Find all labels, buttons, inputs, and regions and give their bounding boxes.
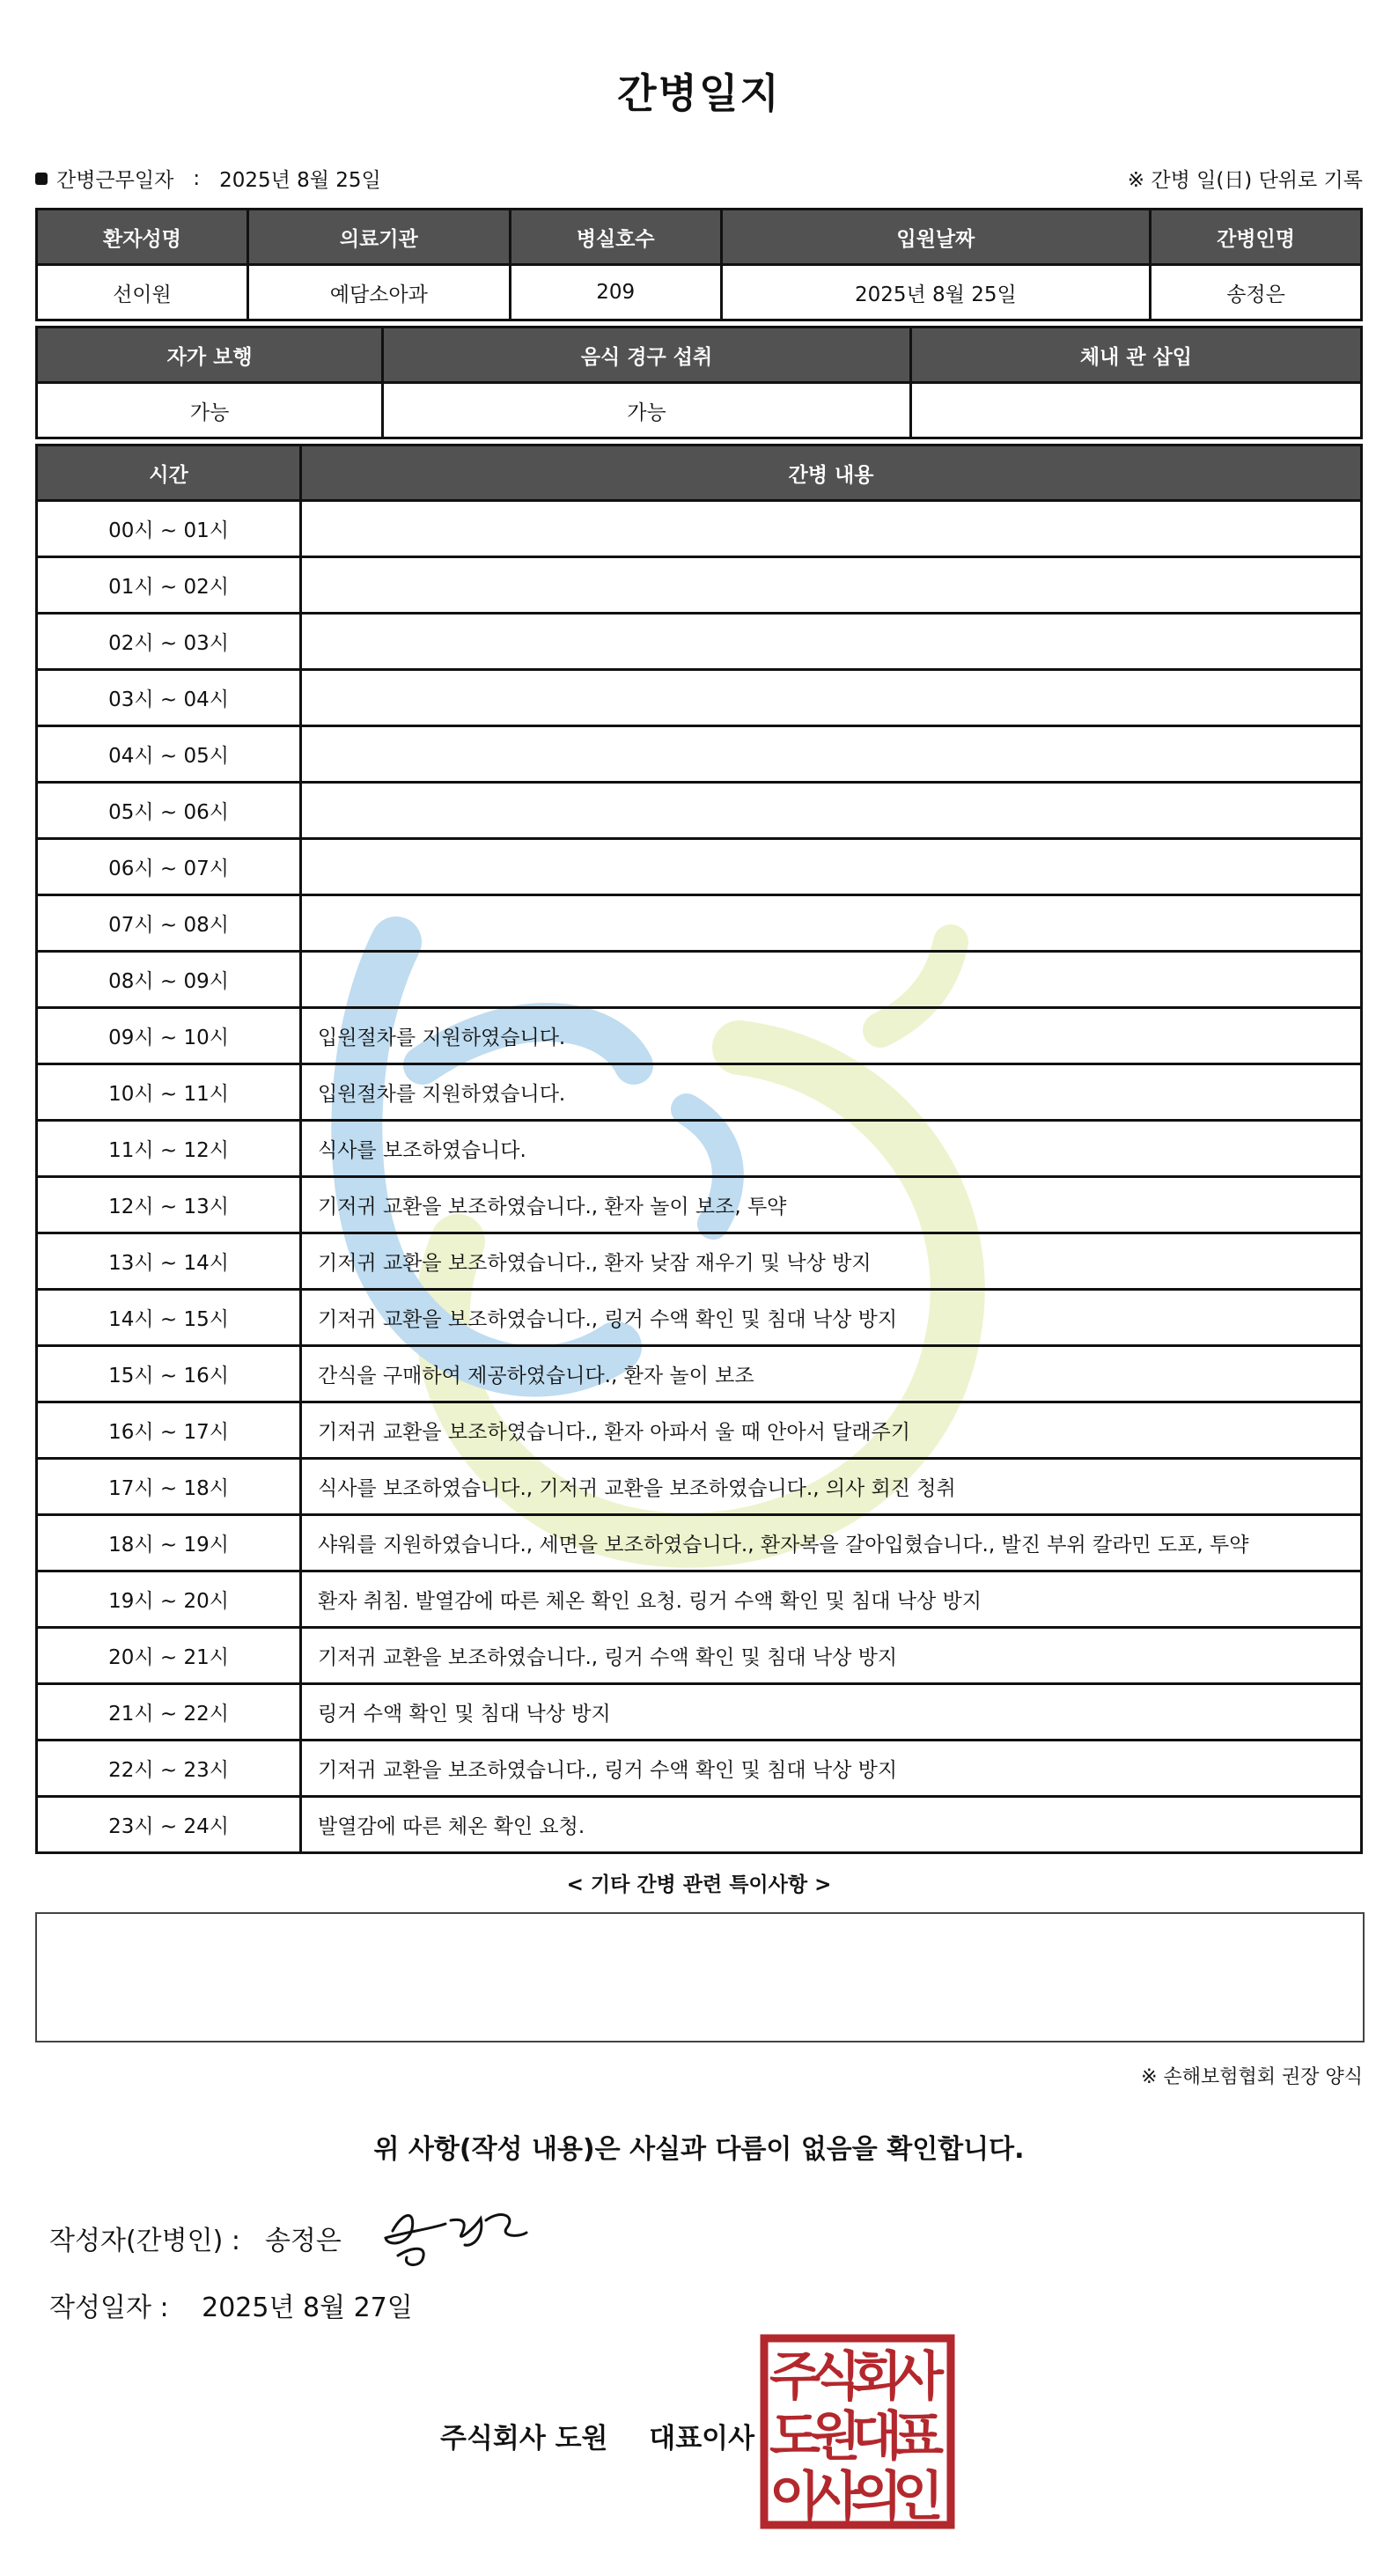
svg-text:사: 사 [810,2466,861,2528]
row-content: 기저귀 교환을 보조하였습니다., 링거 수액 확인 및 침대 낙상 방지 [301,1628,1362,1684]
row-content: 기저귀 교환을 보조하였습니다., 링거 수액 확인 및 침대 낙상 방지 [301,1741,1362,1797]
row-time: 10시 ~ 11시 [37,1064,301,1121]
row-time: 02시 ~ 03시 [37,614,301,670]
special-notes-box [35,1912,1365,2042]
row-time: 15시 ~ 16시 [37,1346,301,1402]
header-caregiver: 간병인명 [1151,210,1362,265]
work-date [35,164,381,193]
row-time: 21시 ~ 22시 [37,1684,301,1741]
table-row [37,1064,1362,1121]
svg-text:회: 회 [851,2346,902,2408]
oral-intake-status: 가능 [383,383,911,438]
table-row [37,783,1362,839]
record-unit-note: ※ 간병 일(日) 단위로 기록 [1127,169,1363,192]
table-row [37,1233,1362,1290]
caregiver-name: 송정은 [1151,265,1362,320]
row-content: 기저귀 교환을 보조하였습니다., 환자 아파서 울 때 안아서 달래주기 [301,1402,1362,1459]
work-date-separator: : [193,166,201,190]
bullet-icon [35,173,48,185]
walking-status: 가능 [37,383,383,438]
header-tube: 체내 관 삽입 [910,328,1361,383]
row-time: 12시 ~ 13시 [37,1177,301,1233]
svg-text:도: 도 [769,2406,820,2468]
patient-name: 선이원 [37,265,248,320]
table-row [37,1741,1362,1797]
svg-text:사: 사 [893,2346,944,2408]
row-content: 환자 취침. 발열감에 따른 체온 확인 요청. 링거 수액 확인 및 침대 낙상 방지 [301,1571,1362,1628]
table-row [37,1459,1362,1515]
handwritten-signature [377,2194,535,2270]
row-time: 13시 ~ 14시 [37,1233,301,1290]
write-date-value: 2025년 8월 27일 [202,2293,413,2323]
room-number: 209 [510,265,721,320]
row-content [301,557,1362,614]
row-content [301,670,1362,726]
table-row [37,670,1362,726]
row-content: 식사를 보조하였습니다. [301,1121,1362,1177]
ceo-title: 대표이사 [649,2423,755,2455]
row-time: 18시 ~ 19시 [37,1515,301,1571]
header-time: 시간 [37,445,301,501]
row-content: 입원절차를 지원하였습니다. [301,1064,1362,1121]
writer-label: 작성자(간병인) : [49,2226,240,2256]
work-date-value: 2025년 8월 25일 [219,169,381,192]
row-time: 14시 ~ 15시 [37,1290,301,1346]
row-time: 04시 ~ 05시 [37,726,301,783]
row-time: 06시 ~ 07시 [37,839,301,895]
row-time: 09시 ~ 10시 [37,1008,301,1064]
svg-text:원: 원 [810,2406,861,2468]
row-content: 입원절차를 지원하였습니다. [301,1008,1362,1064]
row-time: 22시 ~ 23시 [37,1741,301,1797]
tube-status [910,383,1361,438]
table-row [37,1684,1362,1741]
svg-text:주: 주 [769,2346,820,2408]
svg-text:표: 표 [893,2406,944,2468]
care-log-table [35,444,1363,1854]
row-content: 링거 수액 확인 및 침대 낙상 방지 [301,1684,1362,1741]
table-row [37,1628,1362,1684]
row-time: 05시 ~ 06시 [37,783,301,839]
company-seal [759,2333,956,2530]
write-date-label: 작성일자 : [49,2293,169,2323]
table-row [37,1571,1362,1628]
header-patient-name: 환자성명 [37,210,248,265]
header-walking: 자가 보행 [37,328,383,383]
table-row [37,1402,1362,1459]
header-care-content: 간병 내용 [301,445,1362,501]
write-date-line [49,2285,413,2324]
table-row [37,1121,1362,1177]
svg-text:인: 인 [893,2466,944,2528]
row-content: 발열감에 따른 체온 확인 요청. [301,1797,1362,1853]
work-date-label: 간병근무일자 [56,169,174,192]
row-time: 08시 ~ 09시 [37,952,301,1008]
confirmation-statement: 위 사항(작성 내용)은 사실과 다름이 없음을 확인합니다. [373,2134,1025,2165]
meta-row [35,164,1363,195]
table-row [37,1177,1362,1233]
svg-text:의: 의 [851,2466,902,2528]
header-oral-intake: 음식 경구 섭취 [383,328,911,383]
table-row [37,557,1362,614]
row-time: 00시 ~ 01시 [37,501,301,557]
header-admission-date: 입원날짜 [721,210,1150,265]
admission-date: 2025년 8월 25일 [721,265,1150,320]
table-row [37,895,1362,952]
header-institution: 의료기관 [247,210,510,265]
table-row [37,1290,1362,1346]
row-content [301,501,1362,557]
row-time: 17시 ~ 18시 [37,1459,301,1515]
table-row [37,839,1362,895]
company-signoff [440,2416,754,2455]
row-content: 식사를 보조하였습니다., 기저귀 교환을 보조하였습니다., 의사 회진 청취 [301,1459,1362,1515]
row-content [301,726,1362,783]
row-content [301,895,1362,952]
row-content: 기저귀 교환을 보조하였습니다., 환자 낮잠 재우기 및 낙상 방지 [301,1233,1362,1290]
row-content [301,614,1362,670]
row-time: 16시 ~ 17시 [37,1402,301,1459]
svg-text:이: 이 [769,2466,820,2528]
writer-name: 송정은 [264,2226,342,2256]
row-time: 19시 ~ 20시 [37,1571,301,1628]
table-row [37,1515,1362,1571]
table-row [37,1797,1362,1853]
table-row [37,501,1362,557]
row-content: 샤워를 지원하였습니다., 세면을 보조하였습니다., 환자복을 갈아입혔습니다., 발진 부위 칼라민 도포, 투약 [301,1515,1362,1571]
row-time: 11시 ~ 12시 [37,1121,301,1177]
row-time: 01시 ~ 02시 [37,557,301,614]
row-content: 간식을 구매하여 제공하였습니다., 환자 놀이 보조 [301,1346,1362,1402]
row-content [301,839,1362,895]
special-notes-title: < 기타 간병 관련 특이사항 > [566,1873,832,1896]
table-row [37,726,1362,783]
writer-line [49,2219,342,2257]
row-content: 기저귀 교환을 보조하였습니다., 링거 수액 확인 및 침대 낙상 방지 [301,1290,1362,1346]
patient-info-table [35,208,1363,321]
row-time: 23시 ~ 24시 [37,1797,301,1853]
recommended-form-note: ※ 손해보험협회 권장 양식 [1141,2066,1363,2088]
header-room: 병실호수 [510,210,721,265]
svg-text:식: 식 [810,2346,861,2408]
row-time: 03시 ~ 04시 [37,670,301,726]
patient-status-table [35,326,1363,439]
table-row [37,1346,1362,1402]
row-content [301,783,1362,839]
row-time: 07시 ~ 08시 [37,895,301,952]
row-content [301,952,1362,1008]
institution: 예담소아과 [247,265,510,320]
row-time: 20시 ~ 21시 [37,1628,301,1684]
company-name: 주식회사 도원 [440,2423,608,2455]
table-row [37,952,1362,1008]
table-row [37,1008,1362,1064]
page-title: 간병일지 [617,70,781,117]
row-content: 기저귀 교환을 보조하였습니다., 환자 놀이 보조, 투약 [301,1177,1362,1233]
svg-text:대: 대 [851,2406,902,2468]
table-row [37,614,1362,670]
